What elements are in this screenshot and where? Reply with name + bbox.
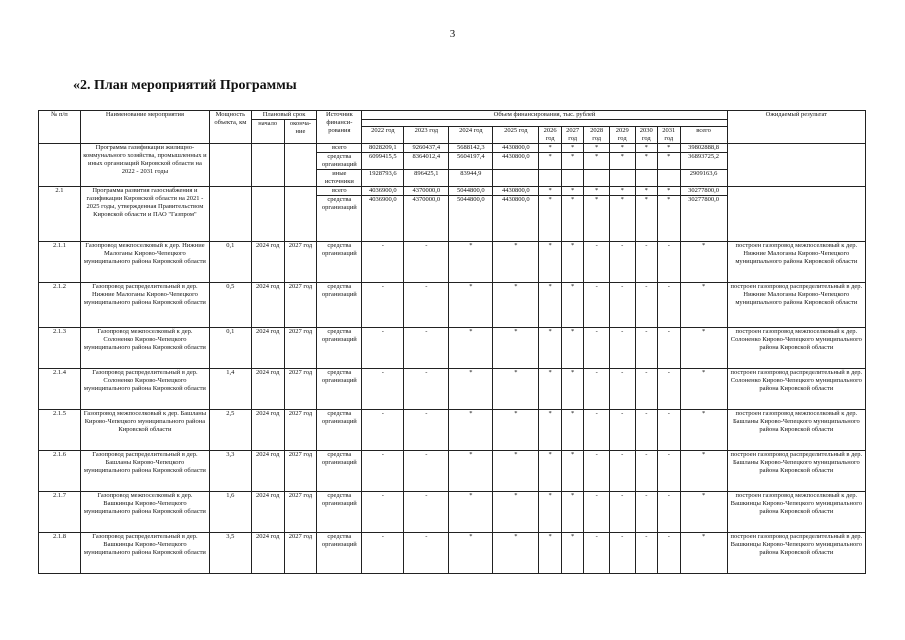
value-cell: 8028209,1	[362, 144, 404, 153]
item-row	[39, 328, 866, 369]
item-num: 2.1	[39, 187, 81, 242]
page-title: «2. План мероприятий Программы	[73, 78, 297, 93]
value-cell: *	[635, 187, 658, 196]
total-cell: *	[680, 492, 727, 533]
item-result: построен газопровод распределительный в дер. Вашкинцы Кирово-Чепецкого муниципального района Кировской области	[727, 533, 865, 574]
value-cell: *	[493, 410, 539, 451]
source-cell: средства организаций	[317, 533, 362, 574]
value-cell: *	[493, 242, 539, 283]
item-row	[39, 283, 866, 328]
value-cell: -	[658, 533, 681, 574]
value-cell: -	[635, 451, 658, 492]
value-cell: *	[493, 369, 539, 410]
value-cell: -	[609, 369, 635, 410]
total-cell: *	[680, 283, 727, 328]
value-cell: *	[539, 328, 562, 369]
value-cell: -	[609, 451, 635, 492]
program-end	[284, 144, 317, 187]
value-cell: *	[539, 369, 562, 410]
value-cell: -	[584, 533, 610, 574]
program-capacity	[209, 144, 251, 187]
value-cell: *	[658, 144, 681, 153]
value-cell: -	[404, 410, 449, 451]
value-cell: -	[404, 533, 449, 574]
total-cell: 39802888,8	[680, 144, 727, 153]
value-cell: *	[449, 492, 493, 533]
item-row	[39, 410, 866, 451]
value-cell: -	[362, 328, 404, 369]
item-result: построен газопровод распределительный в дер. Башланы Кирово-Чепецкого муниципального района Кировской области	[727, 451, 865, 492]
value-cell: -	[609, 533, 635, 574]
source-cell: средства организаций	[317, 451, 362, 492]
source-cell: средства организаций	[317, 153, 362, 170]
value-cell: *	[635, 144, 658, 153]
source-cell: средства организаций	[317, 242, 362, 283]
value-cell	[635, 170, 658, 187]
value-cell: *	[449, 369, 493, 410]
plan-table	[38, 110, 866, 574]
source-cell: средства организаций	[317, 283, 362, 328]
item-num: 2.1.1	[39, 242, 81, 283]
item-start: 2024 год	[251, 410, 284, 451]
value-cell: 896425,1	[404, 170, 449, 187]
item-num: 2.1.2	[39, 283, 81, 328]
item-row	[39, 533, 866, 574]
program-start	[251, 144, 284, 187]
header-volume-gap	[362, 120, 727, 127]
header-year: 2023 год	[404, 127, 449, 144]
value-cell: -	[658, 242, 681, 283]
item-row	[39, 492, 866, 533]
value-cell: *	[561, 144, 584, 153]
value-cell: *	[493, 283, 539, 328]
value-cell: -	[362, 242, 404, 283]
value-cell: *	[539, 144, 562, 153]
value-cell: *	[539, 492, 562, 533]
value-cell: *	[635, 196, 658, 242]
item-2-1-row	[39, 187, 866, 196]
value-cell: *	[539, 242, 562, 283]
program-row	[39, 144, 866, 153]
source-cell: средства организаций	[317, 410, 362, 451]
header-period: Плановый срок	[251, 111, 317, 120]
value-cell: -	[584, 410, 610, 451]
header-source: Источник финанси-рования	[317, 111, 362, 144]
value-cell: -	[635, 492, 658, 533]
value-cell: -	[658, 410, 681, 451]
item-num: 2.1.5	[39, 410, 81, 451]
value-cell: -	[609, 242, 635, 283]
value-cell: *	[609, 187, 635, 196]
total-cell: *	[680, 328, 727, 369]
item-start: 2024 год	[251, 492, 284, 533]
value-cell: -	[658, 369, 681, 410]
value-cell: *	[561, 196, 584, 242]
items-body	[39, 242, 866, 574]
item-name: Газопровод распределительный в дер. Башланы Кирово-Чепецкого муниципального района Кировской области	[80, 451, 209, 492]
value-cell: -	[635, 242, 658, 283]
value-cell: -	[635, 328, 658, 369]
header-year: 2024 год	[449, 127, 493, 144]
value-cell: -	[658, 283, 681, 328]
value-cell: -	[658, 451, 681, 492]
source-cell: всего	[317, 144, 362, 153]
value-cell: 5604197,4	[449, 153, 493, 170]
total-cell: 30277800,0	[680, 187, 727, 196]
item-result: построен газопровод межпоселковый к дер. Солоненко Кирово-Чепецкого муниципального района Кировской области	[727, 328, 865, 369]
value-cell: -	[609, 328, 635, 369]
item-result: построен газопровод распределительный в дер. Нижние Малоганы Кирово-Чепецкого муниципального района Кировской области	[727, 283, 865, 328]
program-result	[727, 144, 865, 187]
value-cell: *	[609, 196, 635, 242]
value-cell: *	[561, 533, 584, 574]
value-cell	[584, 170, 610, 187]
value-cell: -	[362, 410, 404, 451]
item-result: построен газопровод межпоселковый к дер. Вашкинцы Кирово-Чепецкого муниципального района Кировской области	[727, 492, 865, 533]
value-cell: *	[561, 369, 584, 410]
value-cell: -	[404, 242, 449, 283]
value-cell: *	[493, 533, 539, 574]
item-capacity: 0,5	[209, 283, 251, 328]
item-start: 2024 год	[251, 533, 284, 574]
value-cell: -	[404, 451, 449, 492]
item-capacity: 3,3	[209, 451, 251, 492]
header-year: 2026 год	[539, 127, 562, 144]
item-end: 2027 год	[284, 283, 317, 328]
value-cell: *	[561, 153, 584, 170]
item-name: Программа развития газоснабжения и газификации Кировской области на 2021 - 2025 годы, утвержденная Правительством Кировской области и ПАО "Газпром"	[80, 187, 209, 242]
value-cell: *	[658, 187, 681, 196]
value-cell: *	[539, 187, 562, 196]
value-cell: *	[584, 196, 610, 242]
item-result: построен газопровод межпоселковый к дер. Нижние Малоганы Кирово-Чепецкого муниципального района Кировской области	[727, 242, 865, 283]
item-capacity: 2,5	[209, 410, 251, 451]
value-cell: *	[449, 533, 493, 574]
value-cell: 4430800,0	[493, 187, 539, 196]
value-cell: *	[561, 242, 584, 283]
value-cell: -	[609, 492, 635, 533]
value-cell: *	[658, 196, 681, 242]
header-year: 2030 год	[635, 127, 658, 144]
item-end: 2027 год	[284, 410, 317, 451]
value-cell: *	[561, 283, 584, 328]
value-cell: *	[539, 283, 562, 328]
value-cell: -	[584, 492, 610, 533]
item-name: Газопровод распределительный в дер. Солоненко Кирово-Чепецкого муниципального района Кировской области	[80, 369, 209, 410]
value-cell	[539, 170, 562, 187]
header-year: 2025 год	[493, 127, 539, 144]
item-start: 2024 год	[251, 328, 284, 369]
header-year: 2029 год	[609, 127, 635, 144]
item-capacity: 1,4	[209, 369, 251, 410]
value-cell: -	[362, 369, 404, 410]
item-result: построен газопровод распределительный в дер. Солоненко Кирово-Чепецкого муниципального района Кировской области	[727, 369, 865, 410]
value-cell: -	[584, 242, 610, 283]
item-end: 2027 год	[284, 492, 317, 533]
value-cell: 4036900,0	[362, 187, 404, 196]
item-num: 2.1.3	[39, 328, 81, 369]
item-name: Газопровод распределительный в дер. Нижние Малоганы Кирово-Чепецкого муниципального района Кировской области	[80, 283, 209, 328]
value-cell: *	[658, 153, 681, 170]
value-cell: -	[584, 283, 610, 328]
value-cell: -	[635, 283, 658, 328]
value-cell: *	[584, 187, 610, 196]
value-cell: *	[561, 187, 584, 196]
item-num: 2.1.7	[39, 492, 81, 533]
header-year: 2027 год	[561, 127, 584, 144]
value-cell: *	[493, 451, 539, 492]
value-cell: -	[658, 328, 681, 369]
value-cell: 4430800,0	[493, 196, 539, 242]
value-cell: *	[449, 451, 493, 492]
value-cell: *	[635, 153, 658, 170]
value-cell: -	[635, 369, 658, 410]
total-cell: 36893725,2	[680, 153, 727, 170]
program-num	[39, 144, 81, 187]
item-name: Газопровод межпоселковый к дер. Солоненко Кирово-Чепецкого муниципального района Кировской области	[80, 328, 209, 369]
item-capacity: 0,1	[209, 242, 251, 283]
value-cell: -	[362, 283, 404, 328]
value-cell	[561, 170, 584, 187]
value-cell: *	[584, 144, 610, 153]
value-cell: -	[635, 533, 658, 574]
value-cell: -	[658, 492, 681, 533]
value-cell	[609, 170, 635, 187]
source-cell: всего	[317, 187, 362, 196]
total-cell: *	[680, 242, 727, 283]
value-cell: 6099415,5	[362, 153, 404, 170]
item-end: 2027 год	[284, 451, 317, 492]
item-name: Газопровод межпоселковый к дер. Вашкинцы Кирово-Чепецкого муниципального района Кировской области	[80, 492, 209, 533]
value-cell: *	[561, 410, 584, 451]
value-cell: *	[539, 533, 562, 574]
header-total: всего	[680, 127, 727, 144]
value-cell: 4370000,0	[404, 187, 449, 196]
item-name: Газопровод распределительный в дер. Вашкинцы Кирово-Чепецкого муниципального района Кировской области	[80, 533, 209, 574]
item-result	[727, 187, 865, 242]
value-cell: *	[539, 196, 562, 242]
value-cell: 5688142,3	[449, 144, 493, 153]
value-cell: -	[404, 369, 449, 410]
item-row	[39, 242, 866, 283]
item-capacity: 0,1	[209, 328, 251, 369]
value-cell: -	[362, 533, 404, 574]
value-cell: *	[493, 492, 539, 533]
source-cell: средства организаций	[317, 492, 362, 533]
value-cell: 8364012,4	[404, 153, 449, 170]
item-start: 2024 год	[251, 283, 284, 328]
header-capacity: Мощность объекта, км	[209, 111, 251, 144]
total-cell: 30277800,0	[680, 196, 727, 242]
value-cell: *	[584, 153, 610, 170]
value-cell: *	[449, 410, 493, 451]
value-cell: 83944,9	[449, 170, 493, 187]
header-result: Ожидаемый результат	[727, 111, 865, 144]
item-start: 2024 год	[251, 242, 284, 283]
item-row	[39, 369, 866, 410]
source-cell: иные источники	[317, 170, 362, 187]
value-cell: *	[493, 328, 539, 369]
value-cell: *	[449, 283, 493, 328]
item-start: 2024 год	[251, 451, 284, 492]
value-cell: 5044800,0	[449, 187, 493, 196]
value-cell: -	[362, 492, 404, 533]
value-cell: 5044800,0	[449, 196, 493, 242]
total-cell: *	[680, 410, 727, 451]
item-row	[39, 451, 866, 492]
program-name: Программа газификации жилищно-коммунального хозяйства, промышленных и иных организаций Кировской области на 2022 - 2031 годы	[80, 144, 209, 187]
item-start	[251, 187, 284, 242]
value-cell	[493, 170, 539, 187]
value-cell: *	[539, 451, 562, 492]
value-cell: 1928793,6	[362, 170, 404, 187]
value-cell: 4430800,0	[493, 144, 539, 153]
header-row-1	[39, 111, 866, 120]
header-year: 2028 год	[584, 127, 610, 144]
item-result: построен газопровод межпоселковый к дер. Башланы Кирово-Чепецкого муниципального района Кировской области	[727, 410, 865, 451]
value-cell: *	[561, 328, 584, 369]
item-num: 2.1.8	[39, 533, 81, 574]
source-cell: средства организаций	[317, 328, 362, 369]
value-cell: -	[404, 328, 449, 369]
value-cell: -	[584, 328, 610, 369]
value-cell: -	[584, 369, 610, 410]
item-capacity: 3,5	[209, 533, 251, 574]
value-cell: *	[539, 153, 562, 170]
value-cell: *	[609, 153, 635, 170]
item-name: Газопровод межпоселковый к дер. Башланы Кирово-Чепецкого муниципального района Кировской области	[80, 410, 209, 451]
value-cell: -	[609, 283, 635, 328]
item-end: 2027 год	[284, 369, 317, 410]
value-cell: *	[449, 242, 493, 283]
value-cell: *	[449, 328, 493, 369]
header-year: 2022 год	[362, 127, 404, 144]
value-cell: -	[635, 410, 658, 451]
value-cell: -	[584, 451, 610, 492]
value-cell: *	[539, 410, 562, 451]
value-cell: -	[404, 492, 449, 533]
item-end: 2027 год	[284, 328, 317, 369]
total-cell: *	[680, 451, 727, 492]
item-capacity	[209, 187, 251, 242]
header-year: 2031 год	[658, 127, 681, 144]
value-cell: *	[561, 451, 584, 492]
header-name: Наименование мероприятия	[80, 111, 209, 144]
item-capacity: 1,6	[209, 492, 251, 533]
value-cell	[658, 170, 681, 187]
item-end	[284, 187, 317, 242]
item-start: 2024 год	[251, 369, 284, 410]
value-cell: -	[404, 283, 449, 328]
item-num: 2.1.6	[39, 451, 81, 492]
value-cell: -	[609, 410, 635, 451]
value-cell: *	[561, 492, 584, 533]
item-num: 2.1.4	[39, 369, 81, 410]
value-cell: *	[609, 144, 635, 153]
source-cell: средства организаций	[317, 369, 362, 410]
value-cell: 4036900,0	[362, 196, 404, 242]
value-cell: -	[362, 451, 404, 492]
source-cell: средства организаций	[317, 196, 362, 242]
header-start: начало	[251, 120, 284, 144]
value-cell: 4370000,0	[404, 196, 449, 242]
value-cell: 4430800,0	[493, 153, 539, 170]
total-cell: 2909163,6	[680, 170, 727, 187]
header-num: № п/п	[39, 111, 81, 144]
item-name: Газопровод межпоселковый к дер. Нижние Малоганы Кирово-Чепецкого муниципального района Кировской области	[80, 242, 209, 283]
total-cell: *	[680, 369, 727, 410]
header-volume: Объем финансирования, тыс. рублей	[362, 111, 727, 120]
total-cell: *	[680, 533, 727, 574]
header-end: оконча-ние	[284, 120, 317, 144]
item-end: 2027 год	[284, 533, 317, 574]
page-number: 3	[449, 28, 456, 40]
item-end: 2027 год	[284, 242, 317, 283]
value-cell: 9260437,4	[404, 144, 449, 153]
